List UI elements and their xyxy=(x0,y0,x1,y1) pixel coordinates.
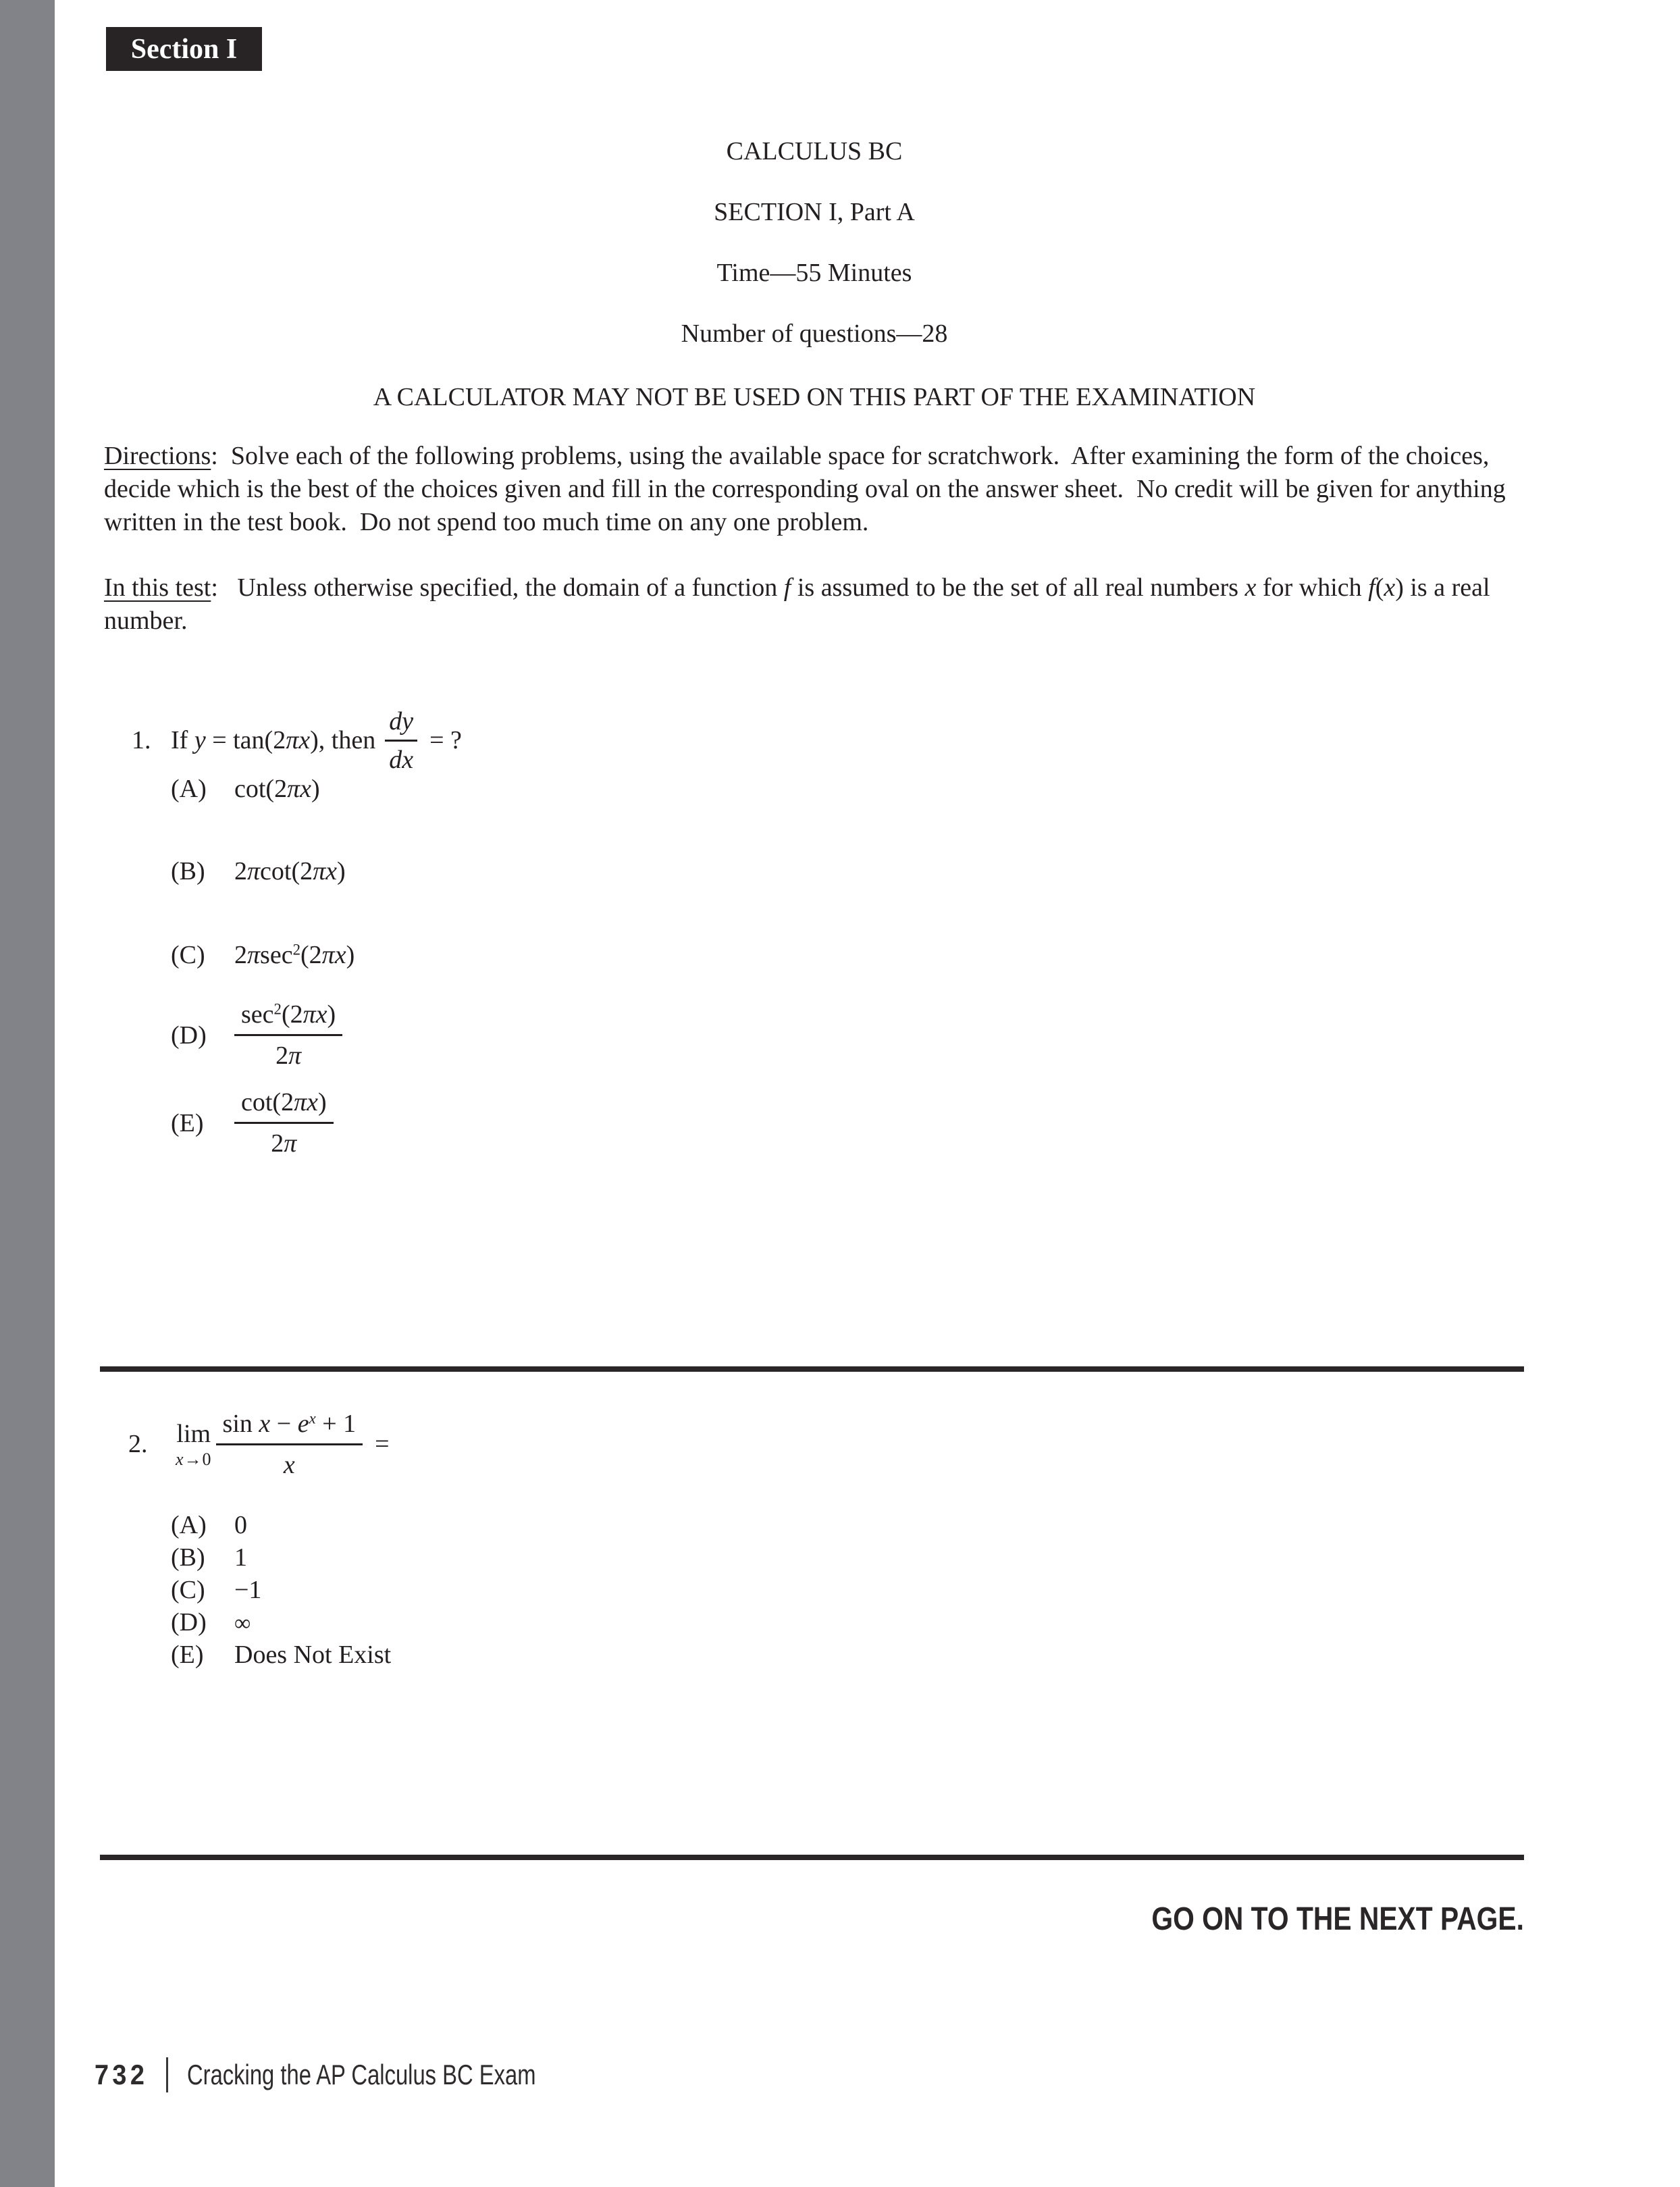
directions-label: Directions xyxy=(104,442,211,470)
choice-label: (A) xyxy=(171,775,207,803)
choice-fraction xyxy=(234,1000,342,1071)
choice-label: (C) xyxy=(171,941,205,969)
question-2-stem xyxy=(128,1404,390,1485)
q2-choice-a xyxy=(171,1510,247,1540)
exam-time: Time—55 Minutes xyxy=(716,259,912,287)
choice-text: 1 xyxy=(234,1543,247,1572)
directions-text: : Solve each of the following problems, using the available space for scratchwork. After examining the form of the choices, decide which is the best of the choices given and fill in the corresponding oval on the answer sheet. No credit will be given for anything written in the test book. Do not spend too much time on any one problem. xyxy=(104,442,1513,536)
pi-symbol: π xyxy=(247,941,261,969)
choice-label: (B) xyxy=(171,1543,205,1572)
exponent: x xyxy=(309,1409,316,1426)
in-this-test-text: : Unless otherwise specified, the domain of a function xyxy=(211,573,784,602)
fraction-denominator: 2π xyxy=(275,1041,302,1070)
exponent: 2 xyxy=(273,1000,282,1018)
var-f: f xyxy=(1368,573,1375,602)
var-e: e xyxy=(297,1409,309,1438)
in-this-test-text: for which xyxy=(1256,573,1369,602)
pi-symbol: π xyxy=(284,1129,297,1158)
dy-dx-fraction xyxy=(385,706,417,775)
calculator-notice: A CALCULATOR MAY NOT BE USED ON THIS PART OF THE EXAMINATION xyxy=(373,383,1256,411)
choice-label: (C) xyxy=(171,1576,205,1604)
section-divider-rule xyxy=(100,1855,1524,1860)
question-1-text: If y = tan(2πx), then xyxy=(171,726,376,754)
choice-label: (D) xyxy=(171,1021,207,1050)
in-this-test-text: ) is a real number. xyxy=(104,573,1497,635)
limit-operator xyxy=(176,1419,212,1470)
var-x: x xyxy=(1244,573,1257,602)
choice-label: (A) xyxy=(171,1511,207,1539)
question-2-number: 2. xyxy=(128,1430,148,1458)
section-tab xyxy=(106,27,262,71)
book-title: Cracking the AP Calculus BC Exam xyxy=(187,2059,536,2090)
fraction-numerator: $\sec^2(2\pi x)$ xyxy=(234,1000,342,1036)
var-x: x xyxy=(325,857,338,885)
q1-choice-b xyxy=(171,856,346,886)
choice-label: (E) xyxy=(171,1108,204,1137)
pi-symbol: π xyxy=(303,1000,316,1029)
q2-choice-e xyxy=(171,1640,391,1670)
var-x: x xyxy=(1384,573,1396,602)
fraction-denominator: 2π xyxy=(271,1129,297,1158)
choice-label: (B) xyxy=(171,857,205,885)
page-footer xyxy=(95,2057,634,2092)
page-number: 732 xyxy=(95,2059,149,2090)
equals-question: = ? xyxy=(429,726,462,754)
var-x: x xyxy=(315,1000,327,1029)
var-f: f xyxy=(783,573,791,602)
choice-text: 0 xyxy=(234,1511,247,1539)
q2-choice-d xyxy=(171,1607,251,1637)
section-tab-label: Section I xyxy=(130,33,238,65)
directions-paragraph xyxy=(104,440,1525,539)
var-x: x xyxy=(300,775,311,803)
q1-choice-c xyxy=(171,940,355,970)
choice-label: (D) xyxy=(171,1608,207,1637)
fraction-numerator: dy xyxy=(385,706,417,742)
q1-choice-d xyxy=(171,1000,342,1071)
var-y: y xyxy=(194,726,206,754)
fraction-numerator: $\sin x - e^x + 1$ xyxy=(216,1409,363,1445)
choice-text: 2πcot(2πx) xyxy=(234,857,346,885)
choice-text: 2πsec$^2$(2πx) xyxy=(234,941,355,969)
lim-text: lim xyxy=(176,1419,211,1448)
limit-subscript: x→0 xyxy=(176,1449,212,1469)
go-on-instruction: GO ON TO THE NEXT PAGE. xyxy=(1151,1901,1524,1937)
pi-symbol: π xyxy=(288,1041,302,1070)
choice-text: cot(2πx) xyxy=(234,775,320,803)
choice-label: (E) xyxy=(171,1641,204,1669)
footer-divider xyxy=(166,2057,168,2092)
q2-choice-b xyxy=(171,1543,247,1572)
pi-symbol: π xyxy=(321,941,335,969)
section-divider-rule xyxy=(100,1366,1524,1372)
exam-header xyxy=(104,135,1525,442)
infinity-symbol: ∞ xyxy=(234,1611,251,1636)
var-x: x xyxy=(307,1088,318,1116)
arrow-symbol: → xyxy=(184,1449,203,1469)
fraction-numerator: cot(2πx) xyxy=(234,1087,334,1124)
exam-question-count: Number of questions—28 xyxy=(681,319,948,348)
page-edge-bar xyxy=(0,0,55,2187)
fraction-denominator: x xyxy=(283,1450,295,1479)
limit-fraction xyxy=(216,1409,363,1480)
choice-text: Does Not Exist xyxy=(234,1641,392,1669)
q1-choice-e xyxy=(171,1087,334,1158)
in-this-test-paragraph xyxy=(104,571,1525,638)
choice-text: −1 xyxy=(234,1576,262,1604)
pi-symbol: π xyxy=(247,857,261,885)
exam-title: CALCULUS BC xyxy=(726,137,903,165)
var-x: x xyxy=(259,1409,271,1438)
question-1-stem xyxy=(132,702,462,778)
pi-symbol: π xyxy=(286,726,299,754)
exam-subtitle: SECTION I, Part A xyxy=(714,198,915,226)
q2-choice-c xyxy=(171,1575,261,1605)
choice-fraction xyxy=(234,1087,334,1158)
fraction-denominator: dx xyxy=(389,745,414,774)
pi-symbol: π xyxy=(313,857,326,885)
exponent: 2 xyxy=(292,941,300,958)
var-x: x xyxy=(334,941,346,969)
pi-symbol: π xyxy=(294,1088,307,1116)
q1-choice-a xyxy=(171,774,320,804)
var-x: x xyxy=(176,1449,184,1469)
var-x: x xyxy=(298,726,311,754)
pi-symbol: π xyxy=(287,775,300,803)
question-1-number: 1. xyxy=(132,726,151,754)
in-this-test-text: ( xyxy=(1375,573,1384,602)
in-this-test-text: is assumed to be the set of all real numbers xyxy=(791,573,1245,602)
equals-sign: = xyxy=(375,1430,390,1458)
in-this-test-label: In this test xyxy=(104,573,211,602)
